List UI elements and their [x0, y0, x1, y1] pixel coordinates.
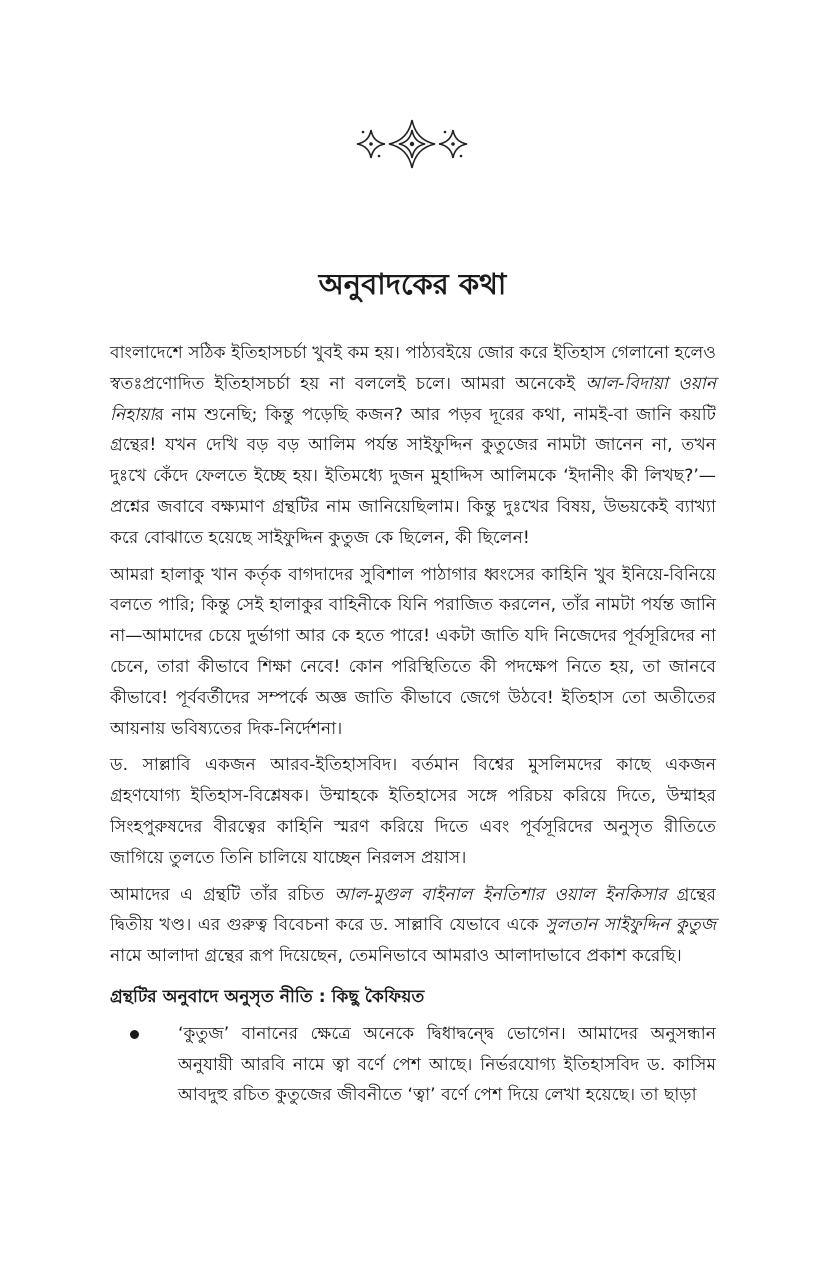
page-title: অনুবাদকের কথা — [318, 267, 507, 301]
body-text — [110, 338, 716, 1111]
paragraph-4 — [110, 880, 716, 972]
paragraph-2: আমরা হালাকু খান কর্তৃক বাগদাদের সুবিশাল পাঠাগার ধ্বংসের কাহিনি খুব ইনিয়ে-বিনিয়ে বলতে পারি; কিন্তু সেই হালাকুর বাহিনীকে যিনি পরাজিত করলেন, তাঁর নামটা পর্যন্ত জানি না—আমাদের চেয়ে দুর্ভাগা আর কে হতে পারে! একটা জাতি যদি নিজেদের পূর্বসূরিদের না চেনে, তারা কীভাবে শিক্ষা নেবে! কোন পরিস্থিতিতে কী পদক্ষেপ নিতে হয়, তা জানবে কীভাবে! পূর্ববর্তীদের সম্পর্কে অজ্ঞ জাতি কীভাবে জেগে উঠবে! ইতিহাস তো অতীতের আয়নায় ভবিষ্যতের দিক-নির্দেশনা। — [110, 564, 716, 739]
diamond-star-ornament-icon — [355, 118, 469, 170]
paragraph-3: ড. সাল্লাবি একজন আরব-ইতিহাসবিদ। বর্তমান বিশ্বের মুসলিমদের কাছে একজন গ্রহণযোগ্য ইতিহাস-বিশ্লেষক। উম্মাহকে ইতিহাসের সঙ্গে পরিচয় করিয়ে দিতে, উম্মাহর সিংহপুরুষদের বীরত্বের কাহিনি স্মরণ করিয়ে দিতে এবং পূর্বসূরিদের অনুসৃত রীতিতে জাগিয়ে তুলতে তিনি চালিয়ে যাচ্ছেন নিরলস প্রয়াস। — [110, 755, 716, 868]
paragraph-4-text-b: গ্রন্থের দ্বিতীয় খণ্ড। এর গুরুত্ব বিবেচনা করে ড. সাল্লাবি যেভাবে একে — [110, 884, 716, 936]
section-subheading: গ্রন্থটির অনুবাদে অনুসৃত নীতি : কিছু কৈফিয়ত — [110, 986, 425, 1007]
paragraph-1 — [110, 338, 716, 554]
paragraph-4-text-c: নামে আলাদা গ্রন্থের রূপ দিয়েছেন, তেমনিভাবে আমরাও আলাদাভাবে প্রকাশ করেছি। — [110, 946, 682, 967]
paragraph-1-text-a: বাংলাদেশে সঠিক ইতিহাসচর্চা খুবই কম হয়। পাঠ্যবইয়ে জোর করে ইতিহাস গেলানো হলেও স্বতঃপ্রণোদিত ইতিহাসচর্চা হয় না বললেই চলে। আমরা অনেকেই — [110, 343, 716, 394]
paragraph-1-text-b: র নাম শুনেছি; কিন্তু পড়েছি কজন? আর পড়ব দূরের কথা, নামই-বা জানি কয়টি গ্রন্থের! যখন দেখি বড় বড় আলিম পর্যন্ত সাইফুদ্দিন কুতুজের নামটা জানেন না, তখন দুঃখে কেঁদে ফেলতে ইচ্ছে হয়। ইতিমধ্যে দুজন মুহাদ্দিস আলিমকে ‘ইদানীং কী লিখছ?’—প্রশ্নের জবাবে বক্ষ্যমাণ গ্রন্থটির নাম জানিয়েছিলাম। কিন্তু দুঃখের বিষয়, উভয়কেই ব্যাখ্যা করে বোঝাতে হয়েছে সাইফুদ্দিন কুতুজ কে ছিলেন, কী ছিলেন! — [110, 404, 716, 548]
paragraph-4-text-a: আমাদের এ গ্রন্থটি তাঁর রচিত — [110, 884, 335, 905]
list-item-text: ‘কুতুজ’ বানানের ক্ষেত্রে অনেকে দ্বিধাদ্বন্দ্বে ভোগেন। আমাদের অনুসন্ধান অনুযায়ী আরবি নামে ত্বা বর্ণে পেশ আছে। নির্ভরযোগ্য ইতিহাসবিদ ড. কাসিম আবদুহু রচিত কুতুজের জীবনীতে ‘ত্বা’ বর্ণে পেশ দিয়ে লেখা হয়েছে। তা ছাড়া — [178, 1023, 716, 1106]
paragraph-4-book-title-2: সুলতান সাইফুদ্দিন কুতুজ — [544, 915, 716, 936]
paragraph-4-book-title-1: আল-মুগুল বাইনাল ইনতিশার ওয়াল ইনকিসার — [334, 884, 667, 905]
paragraph-1-book-title: আল-বিদায়া ওয়ান নিহায়া — [110, 373, 716, 425]
bullet-dot-icon — [130, 1030, 139, 1039]
list-item — [110, 1019, 716, 1111]
